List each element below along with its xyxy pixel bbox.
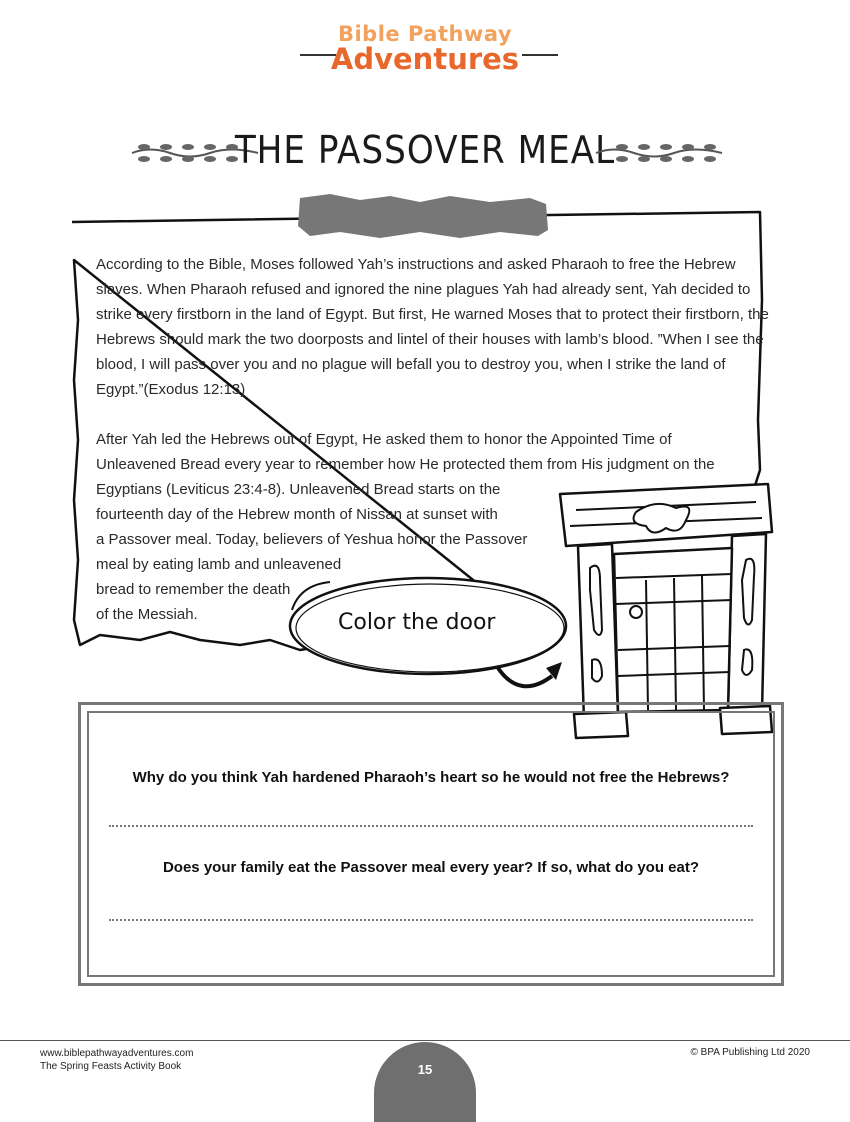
paragraph-line: Egyptians (Leviticus 23:4-8). Unleavened Bread starts on the <box>96 481 501 498</box>
question-1: Why do you think Yah hardened Pharaoh’s heart so he would not free the Hebrews? <box>132 769 730 786</box>
answer-line-2[interactable] <box>109 919 753 921</box>
footer-left <box>40 1047 193 1073</box>
question-box <box>78 702 784 986</box>
arrow-icon <box>498 668 552 686</box>
paragraph-line: meal by eating lamb and unleavened <box>96 556 342 573</box>
paragraph-line: Unleavened Bread every year to remember how He protected them from His judgment on the <box>96 456 715 473</box>
paragraph-line: After Yah led the Hebrews out of Egypt, He asked them to honor the Appointed Time of <box>96 431 672 448</box>
tape-strip <box>298 194 548 238</box>
paragraph-line: fourteenth day of the Hebrew month of Nissan at sunset with <box>96 506 498 523</box>
footer-website[interactable]: www.biblepathwayadventures.com <box>40 1048 194 1059</box>
paragraph-line: bread to remember the death <box>96 581 291 598</box>
page-number: 15 <box>417 1062 433 1077</box>
page-number-tab <box>374 1042 476 1122</box>
logo-top-text: Bible Pathway <box>337 22 513 46</box>
footer-divider <box>0 1040 850 1041</box>
door-illustration-icon[interactable] <box>556 480 780 740</box>
page-title: THE PASSOVER MEAL <box>234 128 616 172</box>
answer-line-1[interactable] <box>109 825 753 827</box>
logo-main-text: Adventures <box>330 42 520 76</box>
paragraph-line: a Passover meal. Today, believers of Yeshua honor the Passover <box>96 531 528 548</box>
intro-paragraph: According to the Bible, Moses followed Yah’s instructions and asked Pharaoh to free the Hebrew slaves. When Pharaoh refused and ignored the nine plagues Yah had already sent, Yah decided to strike every firstborn in the land of Egypt. But first, He warned Moses that to protect their firstborn, the Hebrews should mark the two doorposts and lintel of their houses with lamb’s blood. ”When I see the blood, I will pass over you and no plague will befall you to destroy you, when I strike the land of Egypt.”(Exodus 12:13) <box>96 256 769 398</box>
footer-copyright: © BPA Publishing Ltd 2020 <box>690 1047 810 1058</box>
bubble-label: Color the door <box>338 610 496 635</box>
footer-book-title: The Spring Feasts Activity Book <box>40 1061 182 1072</box>
paragraph-line: of the Messiah. <box>96 606 198 623</box>
question-2: Does your family eat the Passover meal every year? If so, what do you eat? <box>162 859 700 876</box>
